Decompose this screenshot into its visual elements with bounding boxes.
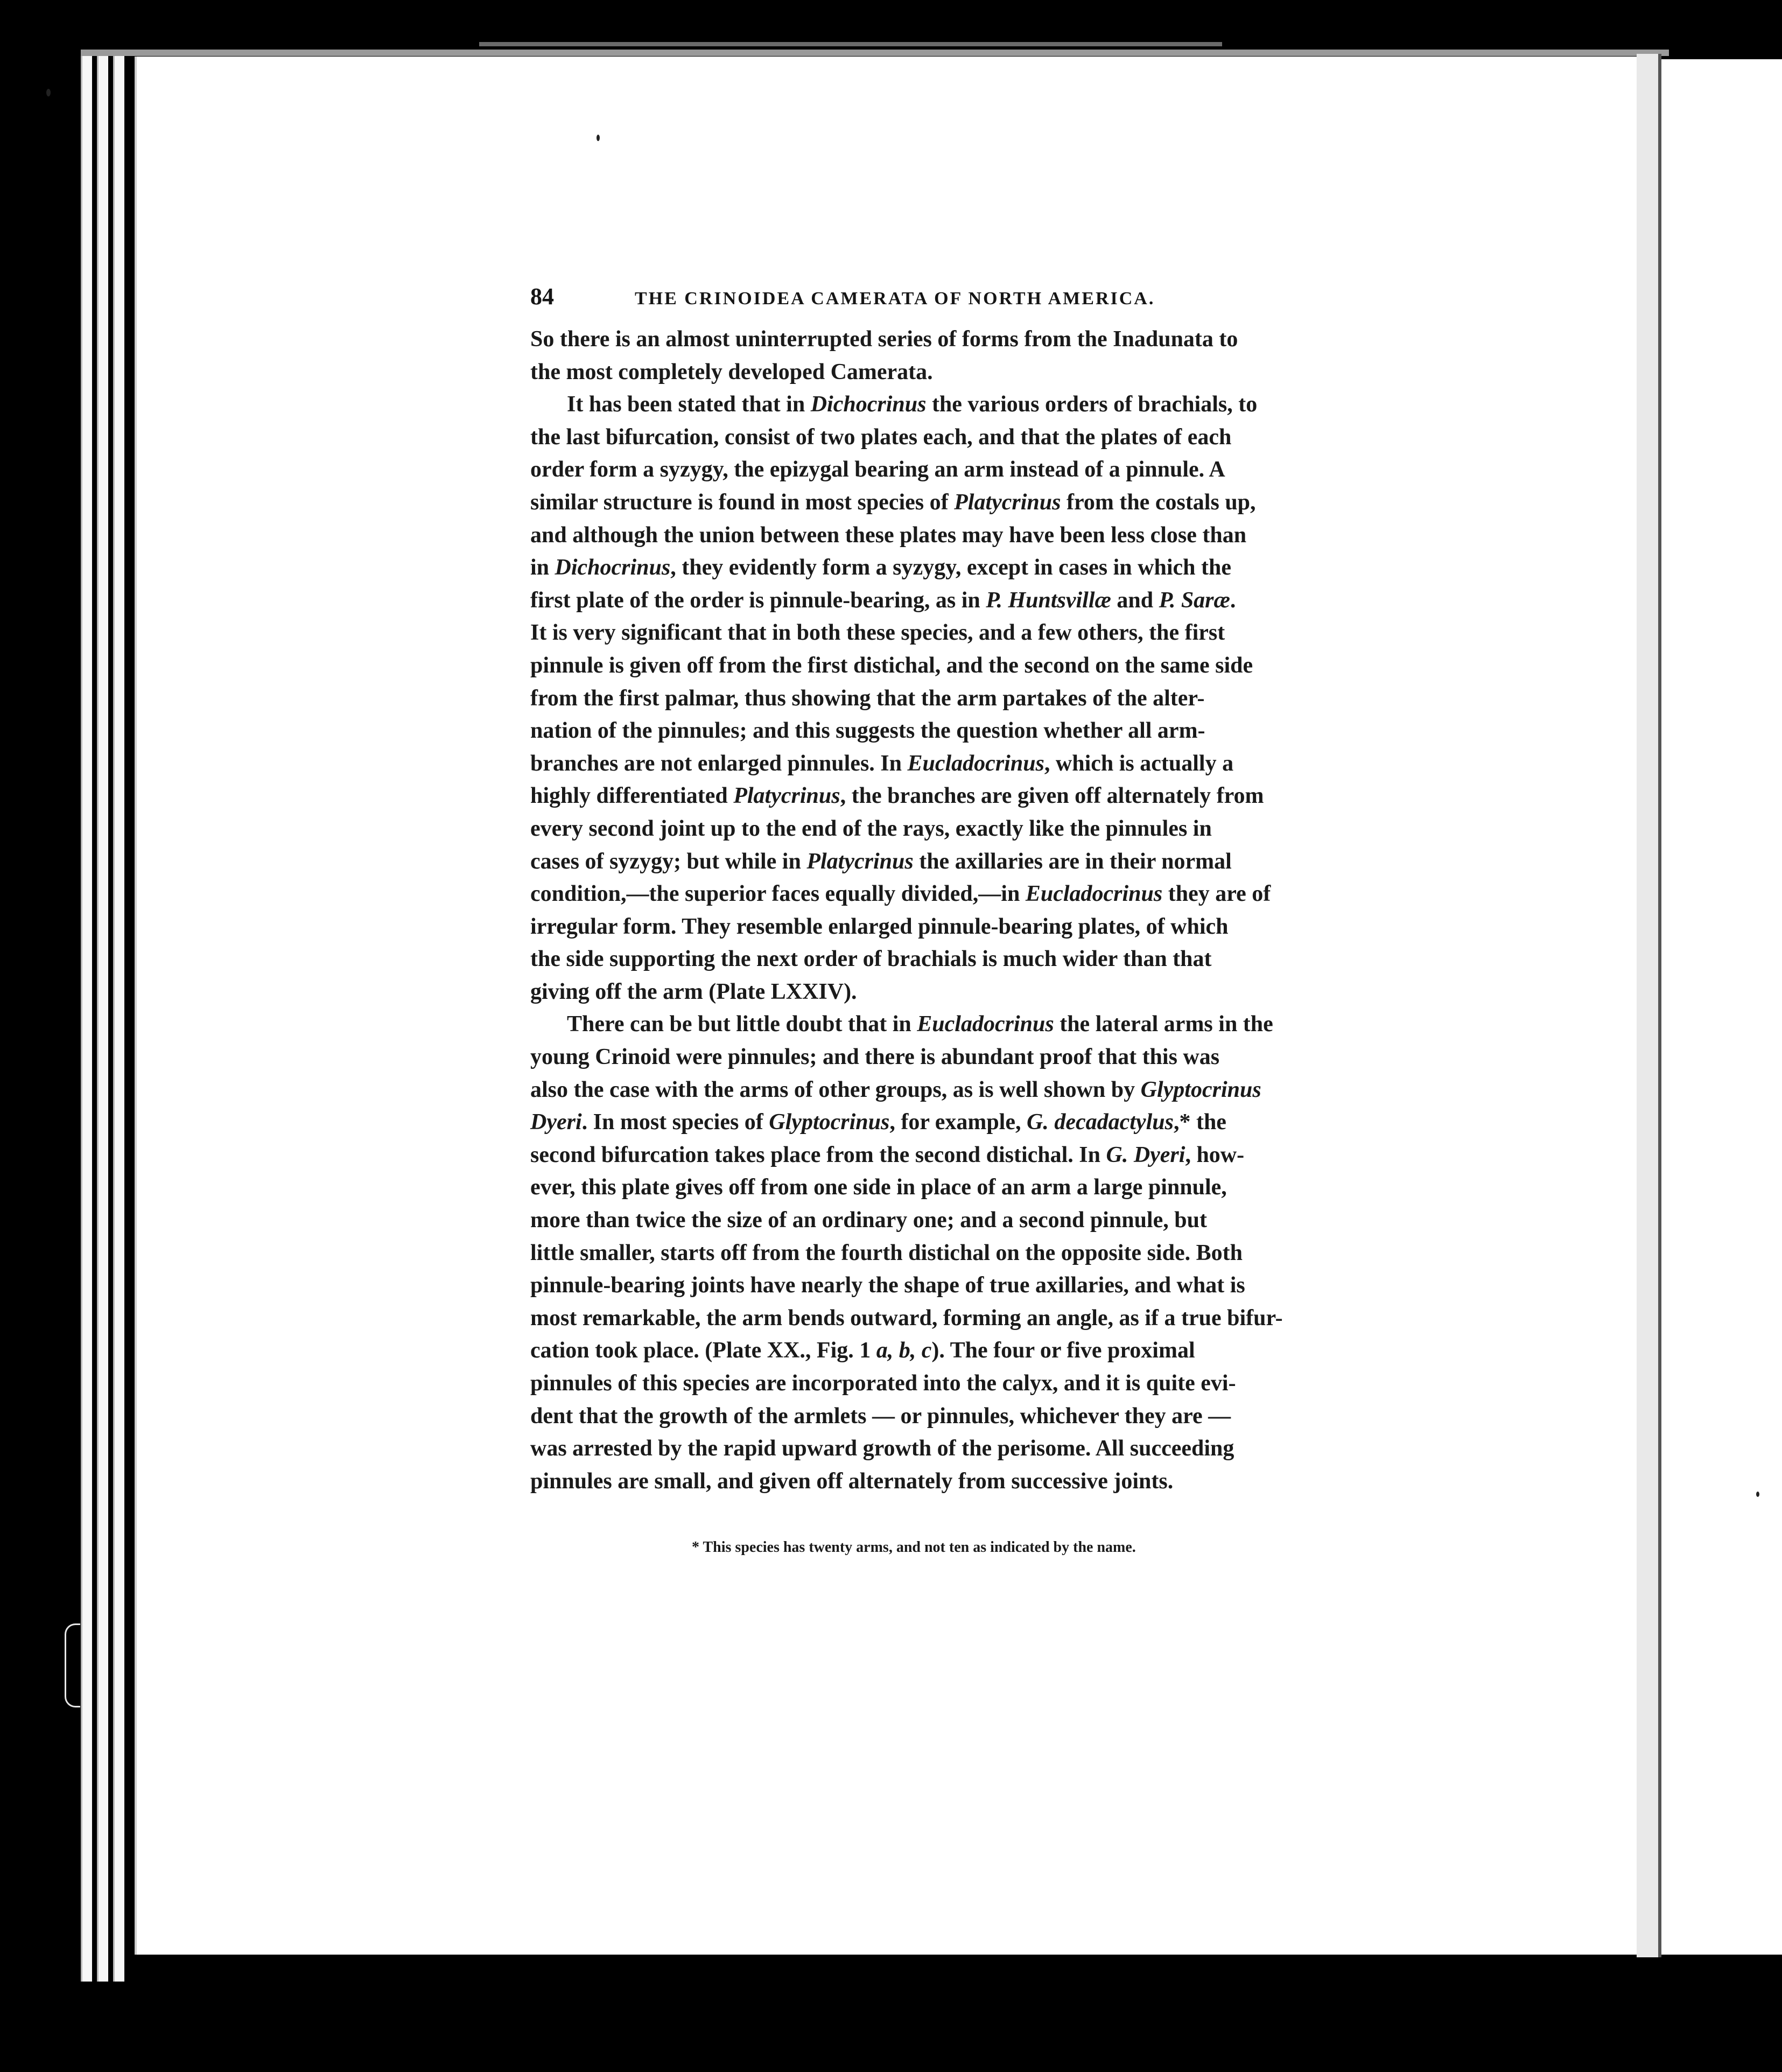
running-head xyxy=(530,283,1203,310)
paragraph-1: So there is an almost uninterrupted series of forms from the Inadunata to the most completely developed Camerata. xyxy=(530,327,1238,384)
paragraph-2: It has been stated that in Dichocrinus the various orders of brachials, to the last bifurcation, consist of two plates each, and that the plates of each order form a syzygy, the epizygal bearing an arm instead of a pinnule. A similar structure is found in most species of Platycrinus from the costals up, and although the union between these plates may have been less close than in Dichocrinus, they evidently form a syzygy, except in cases in which the first plate of the order is pinnule-bearing, as in P. Huntsvillæ and P. Saræ. It is very significant that in both these species, and a few others, the first pinnule is given off from the first distichal, and the second on the same side from the first palmar, thus showing that the arm partakes of the alter- nation of the pinnules; and this suggests the question whether all arm- branches are not enlarged pinnules. In Eucladocrinus, which is actually a highly differentiated Platycrinus, the branches are given off alternately from every second joint up to the end of the rays, exactly like the pinnules in cases of syzygy; but while in Platycrinus the axillaries are in their normal condition,—the superior faces equally divided,—in Eucladocrinus they are of irregular form. They resemble enlarged pinnule-bearing plates, of which the side supporting the next order of brachials is much wider than that giving off the arm (Plate LXXIV). xyxy=(530,392,1271,1004)
page-edge-left-1 xyxy=(81,54,92,1982)
body-text xyxy=(530,323,1330,1497)
top-rule xyxy=(479,42,1222,46)
page-edge-left-2 xyxy=(97,54,108,1982)
page-number: 84 xyxy=(530,283,554,310)
speck xyxy=(1756,1492,1759,1497)
facing-page-strip xyxy=(1661,59,1782,1955)
paragraph-3: There can be but little doubt that in Eucladocrinus the lateral arms in the young Crinoid were pinnules; and there is abundant proof that this was also the case with the arms of other groups, as is well shown by Glyptocrinus Dyeri. In most species of Glyptocrinus, for example, G. decadactylus,* the second bifurcation takes place from the second distichal. In G. Dyeri, how- ever, this plate gives off from one side in place of an arm a large pinnule, more than twice the size of an ordinary one; and a second pinnule, but little smaller, starts off from the fourth distichal on the opposite side. Both pinnule-bearing joints have nearly the shape of true axillaries, and what is most remarkable, the arm bends outward, forming an angle, as if a true bifur- cation took place. (Plate XX., Fig. 1 a, b, c). The four or five proximal pinnules of this species are incorporated into the calyx, and it is quite evi- dent that the growth of the armlets — or pinnules, whichever they are — was arrested by the rapid upward growth of the perisome. All succeeding pinnules are small, and given off alternately from successive joints. xyxy=(530,1012,1283,1494)
top-shadow xyxy=(81,50,1669,56)
speck xyxy=(597,135,600,141)
page-edge-left-3 xyxy=(113,54,124,1982)
footnote: * This species has twenty arms, and not ten as indicated by the name. xyxy=(692,1539,1136,1556)
clip-mark xyxy=(65,1623,80,1707)
running-title: THE CRINOIDEA CAMERATA OF NORTH AMERICA. xyxy=(635,289,1155,309)
page-edge-right xyxy=(1637,54,1661,1957)
speck xyxy=(46,89,51,96)
